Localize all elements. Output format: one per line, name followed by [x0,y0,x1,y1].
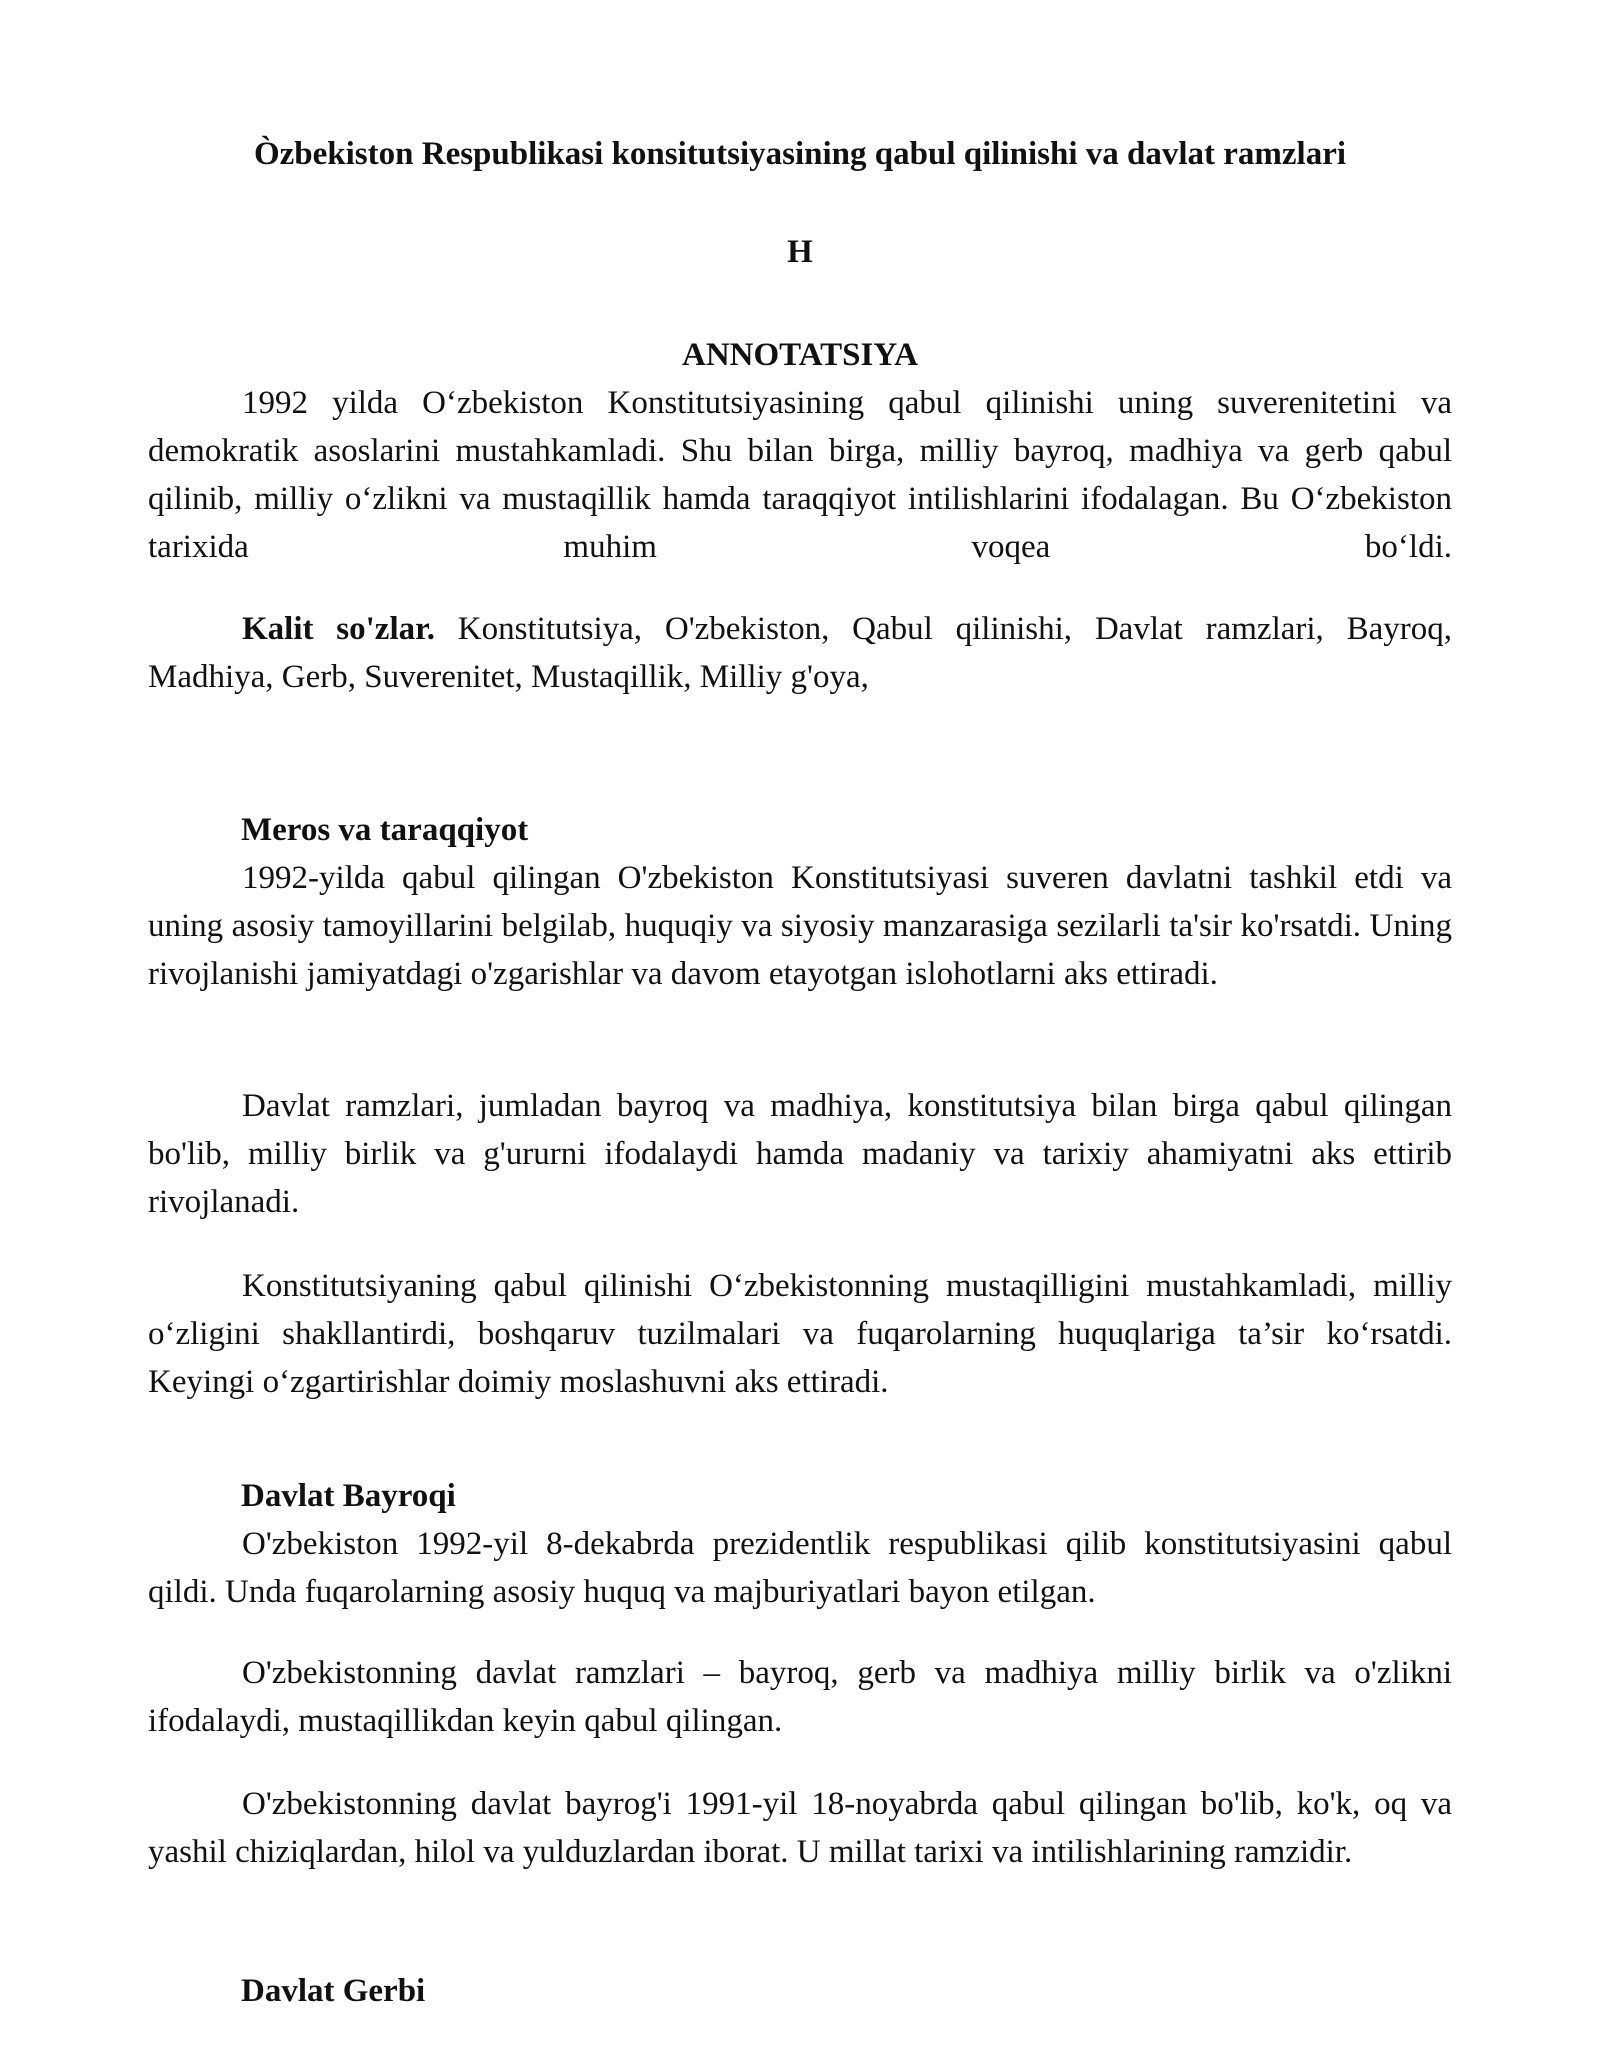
section-heading-meros: Meros va taraqqiyot [241,812,529,848]
section-bayroq-paragraph-3: O'zbekistonning davlat bayrog'i 1991-yil 18-noyabrda qabul qilingan bo'lib, ko'k, oq va yashil chiziqlardan, hilol va yulduzlardan iborat. U millat tarixi va intilishlarining ramzidir. [148,1786,1452,1870]
section-bayroq-paragraph-1: O'zbekiston 1992-yil 8-dekabrda prezidentlik respublikasi qilib konstitutsiyasini qabul qildi. Unda fuqarolarning asosiy huquq va majburiyatlari bayon etilgan. [148,1526,1452,1610]
section-meros-paragraph-3: Konstitutsiyaning qabul qilinishi O‘zbekistonning mustaqilligini mustahkamladi, milliy o‘zligini shakllantirdi, boshqaruv tuzilmalari va fuqarolarning huquqlariga ta’sir ko‘rsatdi. Keyingi o‘zgartirishlar doimiy moslashuvni aks ettiradi. [148,1268,1452,1400]
section-heading-bayroq: Davlat Bayroqi [241,1478,456,1514]
section-bayroq-paragraph-2: O'zbekistonning davlat ramzlari – bayroq, gerb va madhiya milliy birlik va o'zlikni ifodalaydi, mustaqillikdan keyin qabul qilingan. [148,1655,1452,1739]
annotation-paragraph: 1992 yilda O‘zbekiston Konstitutsiyasining qabul qilinishi uning suverenitetini va demokratik asoslarini mustahkamladi. Shu bilan birga, milliy bayroq, madhiya va gerb qabul qilinib, milliy o‘zlikni va mustaqillik hamda taraqqiyot intilishlarini ifodalagan. Bu O‘zbekiston tarixida muhim voqea bo‘ldi. [148,385,1452,565]
annotation-heading: ANNOTATSIYA [682,337,918,373]
author-initial: H [787,234,813,270]
document-title: Òzbekiston Respublikasi konsitutsiyasining qabul qilinishi va davlat ramzlari [253,136,1347,172]
keywords-text: Konstitutsiya, O'zbekiston, Qabul qilinishi, Davlat ramzlari, Bayroq, Madhiya, Gerb, Suverenitet, Mustaqillik, Milliy g'oya, [148,611,1452,695]
section-meros-paragraph-2: Davlat ramzlari, jumladan bayroq va madhiya, konstitutsiya bilan birga qabul qilingan bo'lib, milliy birlik va g'ururni ifodalaydi hamda madaniy va tarixiy ahamiyatni aks ettirib rivojlanadi. [148,1088,1452,1220]
section-meros-paragraph-1: 1992-yilda qabul qilingan O'zbekiston Konstitutsiyasi suveren davlatni tashkil etdi va uning asosiy tamoyillarini belgilab, huquqiy va siyosiy manzarasiga sezilarli ta'sir ko'rsatdi. Uning rivojlanishi jamiyatdagi o'zgarishlar va davom etayotgan islohotlarni aks ettiradi. [148,860,1452,992]
keywords-label: Kalit so'zlar. [242,611,435,647]
keywords-paragraph [148,605,1452,701]
section-heading-gerb: Davlat Gerbi [241,1973,426,2009]
